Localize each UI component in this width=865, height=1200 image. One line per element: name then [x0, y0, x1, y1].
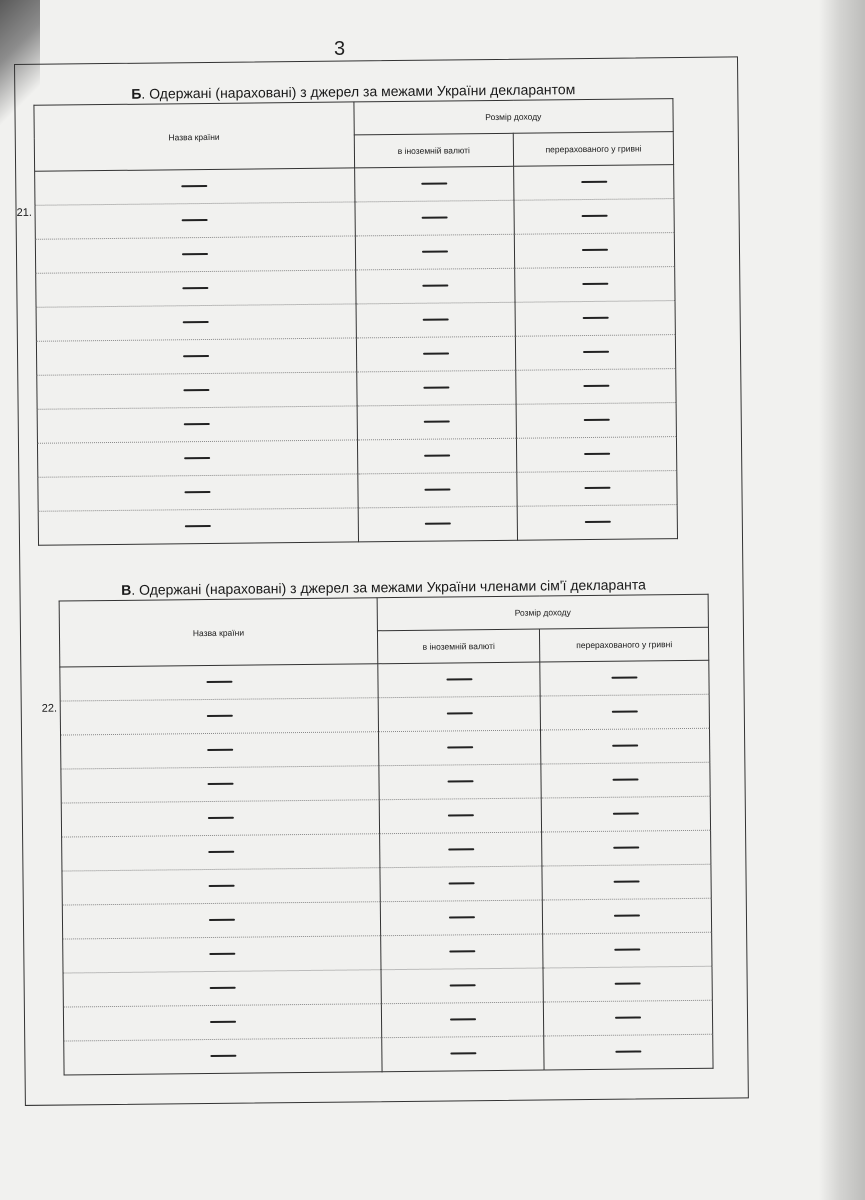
uah-cell: [514, 199, 674, 235]
empty-dash-mark: [584, 453, 610, 455]
empty-dash-mark: [424, 489, 450, 491]
empty-dash-mark: [612, 677, 638, 679]
col-uah-header: перерахованого у гривні: [540, 627, 709, 662]
empty-dash-mark: [446, 679, 472, 681]
uah-cell: [544, 1034, 713, 1070]
country-cell: [36, 338, 356, 375]
empty-dash-mark: [183, 321, 209, 323]
uah-cell: [516, 369, 676, 405]
empty-dash-mark: [584, 487, 610, 489]
table-row: [64, 1034, 713, 1075]
empty-dash-mark: [183, 287, 209, 289]
foreign-cell: [356, 370, 516, 406]
empty-dash-mark: [423, 319, 449, 321]
section-b: [16, 80, 678, 546]
col-country-header: Назва країни: [34, 102, 354, 171]
empty-dash-mark: [424, 421, 450, 423]
section-b-title-text: . Одержані (нараховані) з джерел за межами України декларантом: [141, 81, 576, 102]
empty-dash-mark: [209, 987, 235, 989]
uah-cell: [517, 437, 677, 473]
foreign-cell: [380, 900, 543, 936]
country-cell: [61, 766, 379, 803]
empty-dash-mark: [447, 747, 473, 749]
empty-dash-mark: [184, 389, 210, 391]
uah-cell: [542, 864, 711, 900]
uah-cell: [541, 762, 710, 798]
section-v-letter: В: [121, 581, 132, 598]
country-cell: [63, 970, 381, 1007]
section-v-body: [60, 660, 713, 1075]
empty-dash-mark: [582, 283, 608, 285]
empty-dash-mark: [582, 249, 608, 251]
country-cell: [63, 936, 381, 973]
foreign-cell: [379, 798, 542, 834]
country-cell: [35, 236, 355, 273]
uah-cell: [543, 966, 712, 1002]
country-cell: [62, 868, 380, 905]
scan-shadow-right: [819, 0, 865, 1200]
uah-cell: [515, 301, 675, 337]
col-foreign-header: в іноземній валюті: [354, 133, 514, 168]
empty-dash-mark: [449, 951, 475, 953]
country-cell: [36, 304, 356, 341]
foreign-cell: [380, 866, 543, 902]
country-cell: [62, 902, 380, 939]
empty-dash-mark: [448, 883, 474, 885]
empty-dash-mark: [185, 525, 211, 527]
foreign-cell: [356, 302, 516, 338]
empty-dash-mark: [206, 681, 232, 683]
empty-dash-mark: [614, 881, 640, 883]
country-cell: [35, 202, 355, 239]
foreign-cell: [354, 200, 514, 236]
empty-dash-mark: [184, 457, 210, 459]
empty-dash-mark: [182, 253, 208, 255]
uah-cell: [514, 165, 674, 201]
empty-dash-mark: [613, 813, 639, 815]
empty-dash-mark: [207, 749, 233, 751]
col-country-header: Назва країни: [59, 598, 378, 667]
uah-cell: [540, 660, 709, 696]
empty-dash-mark: [182, 219, 208, 221]
country-cell: [60, 698, 378, 735]
foreign-cell: [379, 730, 542, 766]
foreign-cell: [380, 832, 543, 868]
uah-cell: [542, 830, 711, 866]
empty-dash-mark: [448, 849, 474, 851]
foreign-cell: [354, 166, 514, 202]
empty-dash-mark: [613, 779, 639, 781]
empty-dash-mark: [423, 387, 449, 389]
foreign-cell: [357, 438, 517, 474]
empty-dash-mark: [449, 917, 475, 919]
country-cell: [62, 834, 380, 871]
country-cell: [38, 474, 358, 511]
empty-dash-mark: [185, 491, 211, 493]
uah-cell: [517, 505, 677, 541]
uah-cell: [541, 728, 710, 764]
country-cell: [35, 168, 355, 205]
empty-dash-mark: [614, 949, 640, 951]
section-v-table: [59, 594, 714, 1076]
empty-dash-mark: [583, 351, 609, 353]
empty-dash-mark: [447, 781, 473, 783]
foreign-cell: [382, 1036, 545, 1072]
empty-dash-mark: [612, 711, 638, 713]
col-uah-header: перерахованого у гривні: [514, 132, 674, 167]
uah-cell: [516, 403, 676, 439]
page-frame: [14, 56, 749, 1106]
empty-dash-mark: [613, 847, 639, 849]
empty-dash-mark: [182, 185, 208, 187]
empty-dash-mark: [615, 1051, 641, 1053]
uah-cell: [543, 898, 712, 934]
country-cell: [61, 800, 379, 837]
table-row: [38, 505, 677, 546]
col-foreign-header: в іноземній валюті: [377, 629, 540, 664]
empty-dash-mark: [615, 983, 641, 985]
empty-dash-mark: [206, 715, 232, 717]
empty-dash-mark: [208, 919, 234, 921]
empty-dash-mark: [614, 915, 640, 917]
empty-dash-mark: [422, 285, 448, 287]
empty-dash-mark: [210, 1021, 236, 1023]
section-b-row-number: 21.: [16, 206, 32, 219]
foreign-cell: [381, 934, 544, 970]
section-b-body: [35, 165, 678, 546]
empty-dash-mark: [208, 851, 234, 853]
empty-dash-mark: [581, 215, 607, 217]
section-v: [41, 576, 713, 1076]
empty-dash-mark: [583, 385, 609, 387]
country-cell: [37, 372, 357, 409]
empty-dash-mark: [582, 317, 608, 319]
empty-dash-mark: [207, 817, 233, 819]
uah-cell: [517, 471, 677, 507]
country-cell: [37, 406, 357, 443]
empty-dash-mark: [210, 1055, 236, 1057]
section-v-row-number: 22.: [41, 702, 58, 715]
empty-dash-mark: [450, 1019, 476, 1021]
col-income-header: Розмір доходу: [353, 99, 673, 135]
foreign-cell: [378, 662, 541, 698]
uah-cell: [515, 233, 675, 269]
foreign-cell: [378, 696, 541, 732]
uah-cell: [543, 932, 712, 968]
foreign-cell: [358, 506, 518, 542]
empty-dash-mark: [615, 1017, 641, 1019]
empty-dash-mark: [581, 181, 607, 183]
empty-dash-mark: [446, 713, 472, 715]
empty-dash-mark: [584, 521, 610, 523]
col-income-header: Розмір доходу: [377, 594, 708, 630]
country-cell: [63, 1004, 381, 1041]
foreign-cell: [381, 1002, 544, 1038]
empty-dash-mark: [207, 783, 233, 785]
page-number: 3: [334, 38, 346, 60]
empty-dash-mark: [449, 985, 475, 987]
empty-dash-mark: [422, 251, 448, 253]
country-cell: [61, 732, 379, 769]
uah-cell: [516, 335, 676, 371]
foreign-cell: [355, 268, 515, 304]
section-v-title-text: . Одержані (нараховані) з джерел за межами України членами сім'ї декларанта: [131, 576, 646, 598]
empty-dash-mark: [425, 523, 451, 525]
foreign-cell: [355, 234, 515, 270]
empty-dash-mark: [422, 217, 448, 219]
uah-cell: [515, 267, 675, 303]
country-cell: [38, 508, 358, 545]
empty-dash-mark: [583, 419, 609, 421]
section-b-table: [33, 98, 678, 546]
empty-dash-mark: [448, 815, 474, 817]
empty-dash-mark: [421, 183, 447, 185]
country-cell: [60, 664, 378, 701]
empty-dash-mark: [423, 353, 449, 355]
empty-dash-mark: [450, 1053, 476, 1055]
empty-dash-mark: [183, 355, 209, 357]
foreign-cell: [356, 336, 516, 372]
country-cell: [64, 1038, 382, 1075]
country-cell: [36, 270, 356, 307]
uah-cell: [544, 1000, 713, 1036]
foreign-cell: [379, 764, 542, 800]
empty-dash-mark: [612, 745, 638, 747]
country-cell: [37, 440, 357, 477]
empty-dash-mark: [208, 885, 234, 887]
foreign-cell: [357, 472, 517, 508]
foreign-cell: [357, 404, 517, 440]
empty-dash-mark: [424, 455, 450, 457]
foreign-cell: [381, 968, 544, 1004]
empty-dash-mark: [209, 953, 235, 955]
empty-dash-mark: [184, 423, 210, 425]
uah-cell: [541, 796, 710, 832]
uah-cell: [540, 694, 709, 730]
section-b-letter: Б: [131, 85, 142, 102]
